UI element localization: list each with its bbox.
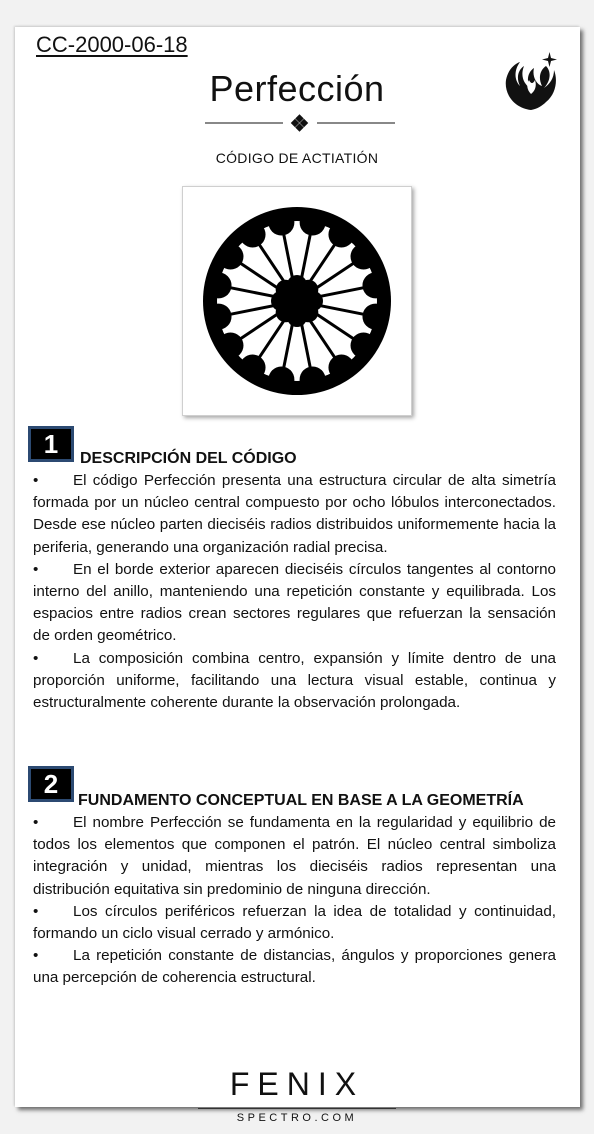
perimeter-circle [328, 355, 354, 381]
section-2-body [33, 812, 556, 990]
perimeter-circle [328, 221, 354, 247]
perimeter-circle [206, 304, 232, 330]
perimeter-circle [268, 366, 294, 392]
paragraph-text: El código Perfección presenta una estructura circular de alta simetría formada por un núcleo central compuesto por ocho lóbulos interconectados. Desde ese núcleo parten dieciséis radios distribuidos uniformemente hacia la periferia, generando una organización radial precisa. [33, 472, 556, 556]
bullet: • [33, 947, 39, 965]
perimeter-circle [351, 332, 377, 358]
perimeter-circle [217, 332, 243, 358]
paragraph-text: Los círculos periféricos refuerzan la idea de totalidad y continuidad, formando un ciclo visual cerrado y armónico. [33, 902, 556, 943]
code-id: CC-2000-06-18 [36, 32, 188, 57]
footer-divider [198, 1108, 396, 1109]
section-2-title: FUNDAMENTO CONCEPTUAL EN BASE A LA GEOMETRÍA [78, 792, 524, 809]
perimeter-circle [300, 366, 326, 392]
paragraph [33, 901, 556, 945]
section-1-number-badge: 1 [28, 426, 74, 462]
bullet: • [33, 649, 39, 667]
footer-site: SPECTRO.COM [236, 1112, 358, 1124]
emblem-frame [182, 186, 412, 416]
footer-brand: FENIX [229, 1066, 365, 1102]
page-title: Perfección [209, 68, 385, 109]
perimeter-circle [351, 244, 377, 270]
radial-wheel-emblem [187, 191, 407, 411]
section-2-number-badge: 2 [28, 766, 74, 802]
perimeter-circle [362, 272, 388, 298]
perimeter-circle [362, 304, 388, 330]
section-1-body [33, 470, 556, 714]
perimeter-circle [268, 210, 294, 236]
perimeter-circle [300, 210, 326, 236]
diamond-ornament-icon [205, 114, 395, 132]
perimeter-circle [240, 355, 266, 381]
perimeter-circle [217, 244, 243, 270]
paragraph [33, 945, 556, 989]
paragraph-text: La composición combina centro, expansión y límite dentro de una proporción uniforme, facilitando una lectura visual estable, continua y estructuralmente coherente durante la observación prolongada. [33, 649, 556, 712]
bullet: • [33, 472, 39, 489]
paragraph-text: La repetición constante de distancias, ángulos y proporciones genera una percepción de coherencia estructural. [33, 947, 556, 987]
paragraph [33, 812, 556, 901]
paragraph [33, 648, 556, 715]
perimeter-circle [240, 221, 266, 247]
paragraph [33, 559, 556, 648]
paragraph-text: El nombre Perfección se fundamenta en la regularidad y equilibrio de todos los elementos que componen el patrón. El núcleo central simboliza integración y unidad, mientras los dieciséis radios representan una distribución equitativa sin predominio de ninguna dirección. [33, 814, 556, 898]
paragraph-text: En el borde exterior aparecen dieciséis círculos tangentes al contorno interno del anillo, manteniendo una repetición constante y equilibrada. Los espacios entre radios crean sectores regulares que refuerzan la sensación de orden geométrico. [33, 560, 556, 645]
perimeter-circle [206, 272, 232, 298]
bullet: • [33, 814, 39, 831]
paragraph [33, 470, 556, 559]
bullet: • [33, 560, 39, 578]
bullet: • [33, 902, 39, 920]
footer [180, 1066, 414, 1134]
section-1-title: DESCRIPCIÓN DEL CÓDIGO [80, 450, 297, 467]
core-lobe [298, 280, 318, 300]
page-subtitle: CÓDIGO DE ACTIATIÓN [215, 150, 379, 166]
